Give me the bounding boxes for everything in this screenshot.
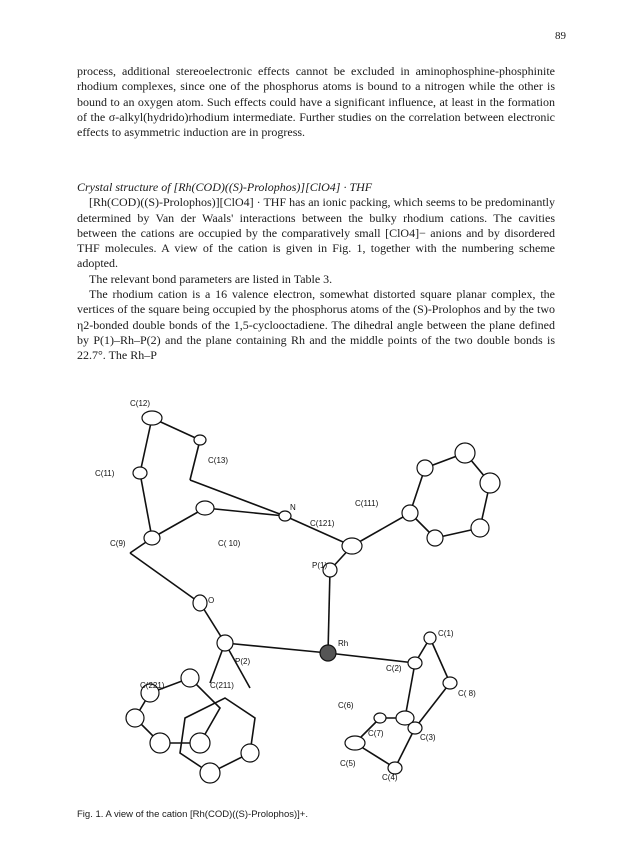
label-p2: P(2) xyxy=(235,657,251,666)
label-c8: C( 8) xyxy=(458,689,476,698)
label-rh: Rh xyxy=(338,639,349,648)
label-c6: C(6) xyxy=(338,701,354,710)
label-c1: C(1) xyxy=(438,629,454,638)
label-c11: C(11) xyxy=(95,469,115,478)
label-p1: P(1) xyxy=(312,561,328,570)
label-c121: C(121) xyxy=(310,519,335,528)
label-c9: C(9) xyxy=(110,539,126,548)
crystal-structure-section xyxy=(77,180,555,364)
paragraph-packing: [Rh(COD)((S)-Prolophos)][ClO4] · THF has an ionic packing, which seems to be predominantly determined by Van der Waals' interactions between the bulky rhodium cations. The cavities between the cations are occupied by the comparatively small [ClO4]− anions and by disordered THF molecules. A view of the cation is given in Fig. 1, together with the numbering scheme adopted. xyxy=(77,195,555,271)
paragraph-table: The relevant bond parameters are listed in Table 3. xyxy=(89,271,333,286)
figure-caption: Fig. 1. A view of the cation [Rh(COD)((S)-Prolophos)]+. xyxy=(77,809,308,820)
label-c2: C(2) xyxy=(386,664,402,673)
paragraph-cation: The rhodium cation is a 16 valence electron, somewhat distorted square planar complex, the vertices of the square being occupied by the phosphorus atoms of the (S)-Prolophos and by the two η2-bonded double bonds of the 1,5-cyclooctadiene. The dihedral angle between the plane defined by P(1)–Rh–P(2) and the plane containing Rh and the middle points of the two double bonds is 22.7°. The Rh–P xyxy=(77,287,555,363)
label-o: O xyxy=(208,596,215,605)
label-c13: C(13) xyxy=(208,456,229,465)
label-c111: C(111) xyxy=(355,499,379,508)
label-c221: C(221) xyxy=(140,681,165,690)
label-c4: C(4) xyxy=(382,773,398,782)
label-c10: C( 10) xyxy=(218,539,241,548)
label-c12: C(12) xyxy=(130,399,151,408)
label-n: N xyxy=(290,503,296,512)
label-c3: C(3) xyxy=(420,733,436,742)
ortep-drawing xyxy=(90,388,550,808)
label-c211: C(211) xyxy=(210,681,234,690)
page-number: 89 xyxy=(555,30,566,42)
label-c5: C(5) xyxy=(340,759,356,768)
section-heading: Crystal structure of [Rh(COD)((S)-Prolophos)][ClO4] · THF xyxy=(77,180,373,194)
paragraph-intro: process, additional stereoelectronic effects cannot be excluded in aminophosphine-phosphinite rhodium complexes, since one of the phosphorus atoms is bound to a nitrogen while the other is bound to an oxygen atom. Such effects could have a significant influence, at least in the formation of the σ-alkyl(hydrido)rhodium intermediate. Further studies on the correlation between electronic effects to asymmetric induction are in progress. xyxy=(77,64,555,140)
label-c7: C(7) xyxy=(368,729,384,738)
molecular-structure-figure xyxy=(90,388,550,808)
